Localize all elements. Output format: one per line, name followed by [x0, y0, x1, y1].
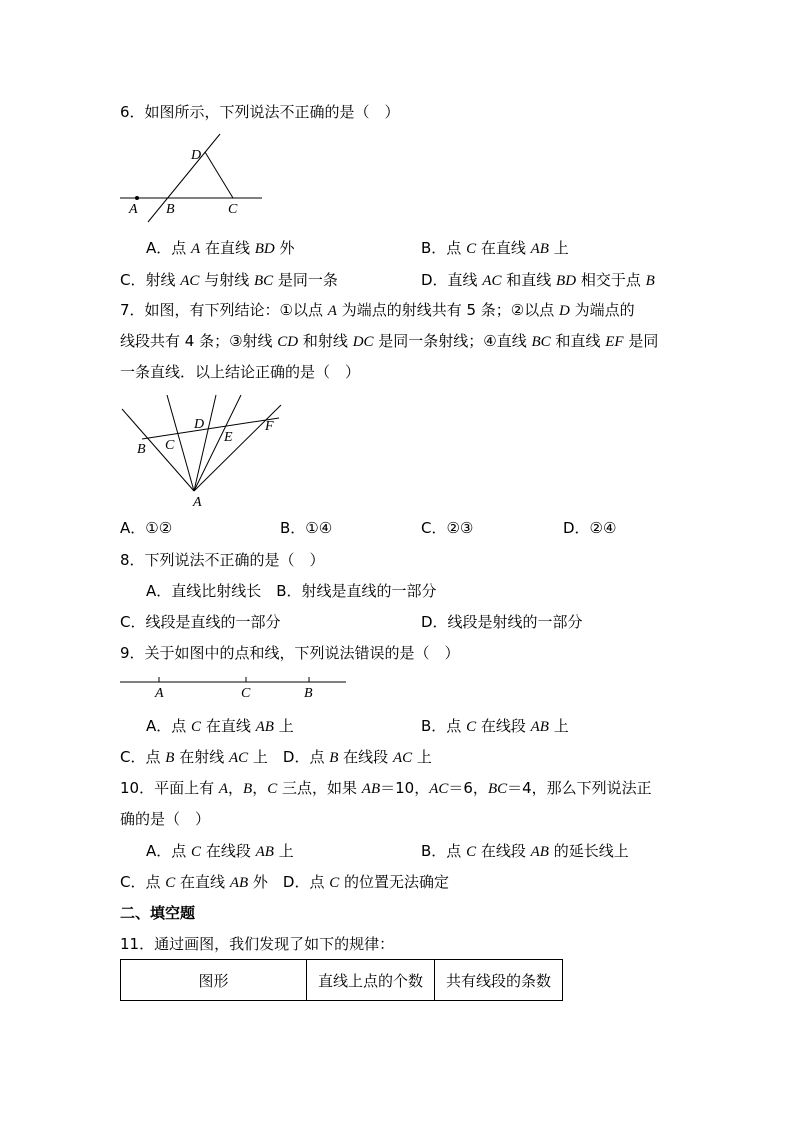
q10-stem-line1: 10．平面上有 A，B，C 三点，如果 AB＝10，AC＝6，BC＝4，那么下列说法正 — [120, 779, 652, 797]
table-row — [121, 960, 563, 1001]
q6-option-c[interactable]: C．射线 AC 与射线 BC 是同一条 — [120, 271, 338, 289]
q10-option-cd[interactable]: C．点 C 在直线 AB 外 D．点 C 的位置无法确定 — [120, 873, 450, 891]
q8-option-d[interactable]: D．线段是射线的一部分 — [421, 613, 583, 631]
q9-option-b[interactable]: B．点 C 在线段 AB 上 — [421, 717, 569, 735]
q6-stem: 6．如图所示，下列说法不正确的是（ ） — [120, 103, 400, 121]
table-header-figure: 图形 — [121, 960, 307, 1001]
q11-stem: 11．通过画图，我们发现了如下的规律： — [120, 935, 395, 953]
q6-label-d: D — [191, 148, 202, 163]
q7-option-b[interactable]: B．①④ — [280, 519, 333, 537]
q6-option-b[interactable]: B．点 C 在直线 AB 上 — [421, 239, 569, 257]
q9-label-a: A — [155, 686, 164, 701]
q9-label-c: C — [241, 686, 251, 701]
q10-option-b[interactable]: B．点 C 在线段 AB 的延长线上 — [421, 842, 629, 860]
section-heading: 二、填空题 — [120, 904, 196, 922]
q8-option-ab[interactable]: A．直线比射线长 B．射线是直线的一部分 — [146, 582, 437, 600]
q8-stem: 8．下列说法不正确的是（ ） — [120, 551, 325, 569]
q7-option-a[interactable]: A．①② — [120, 519, 173, 537]
q6-option-a[interactable]: A．点 A 在直线 BD 外 — [146, 239, 295, 257]
q7-label-f: F — [265, 419, 274, 434]
q9-label-b: B — [304, 686, 313, 701]
q7-stem-line3: 一条直线．以上结论正确的是（ ） — [120, 363, 361, 381]
q7-label-d: D — [194, 417, 205, 432]
q10-option-a[interactable]: A．点 C 在线段 AB 上 — [146, 842, 294, 860]
q7-label-c: C — [165, 438, 175, 453]
q11-table — [120, 959, 563, 1001]
table-header-segments: 共有线段的条数 — [435, 960, 563, 1001]
q10-stem-line2: 确的是（ ） — [120, 810, 211, 828]
q7-stem-line1: 7．如图，有下列结论：①以点 A 为端点的射线共有 5 条；②以点 D 为端点的 — [120, 301, 635, 319]
q6-option-d[interactable]: D．直线 AC 和直线 BD 相交于点 B — [421, 271, 655, 289]
q7-option-d[interactable]: D．②④ — [563, 519, 617, 537]
table-header-points: 直线上点的个数 — [307, 960, 435, 1001]
q6-label-c: C — [228, 202, 238, 217]
q8-option-c[interactable]: C．线段是直线的一部分 — [120, 613, 281, 631]
q9-stem: 9．关于如图中的点和线，下列说法错误的是（ ） — [120, 644, 460, 662]
q7-label-e: E — [224, 430, 233, 445]
q6-label-a: A — [129, 202, 138, 217]
q7-option-c[interactable]: C．②③ — [421, 519, 474, 537]
q9-option-a[interactable]: A．点 C 在直线 AB 上 — [146, 717, 294, 735]
q7-label-a: A — [193, 495, 202, 510]
q6-label-b: B — [166, 202, 175, 217]
q9-option-cd[interactable]: C．点 B 在射线 AC 上 D．点 B 在线段 AC 上 — [120, 748, 432, 766]
q7-stem-line2: 线段共有 4 条；③射线 CD 和射线 DC 是同一条射线；④直线 BC 和直线 EF 是同 — [120, 332, 659, 350]
q7-label-b: B — [137, 442, 146, 457]
